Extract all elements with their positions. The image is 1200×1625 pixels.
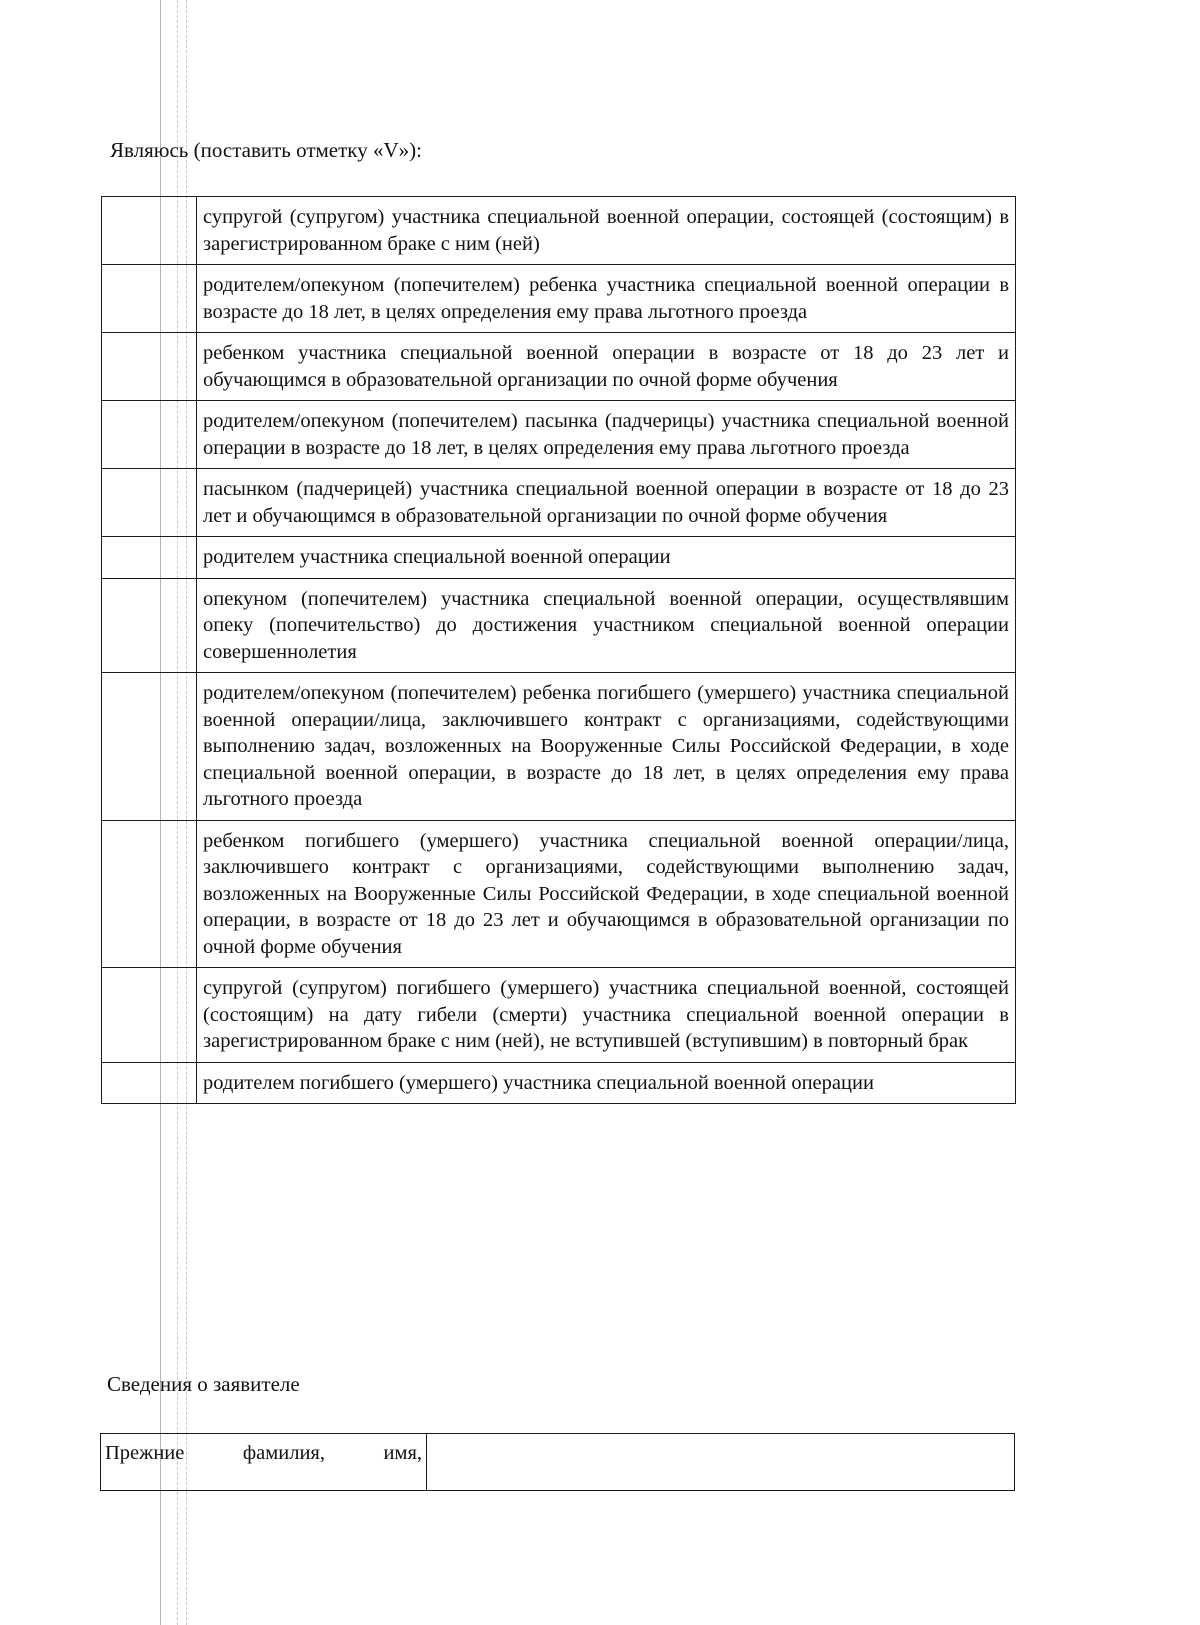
previous-name-row: [101, 1434, 1015, 1491]
status-text: супругой (супругом) участника специальной военной операции, состоящей (состоящим) в зарегистрированном браке с ним (ней): [197, 197, 1016, 265]
status-row: [102, 1062, 1016, 1104]
status-checkbox[interactable]: [102, 1062, 197, 1104]
status-row: [102, 469, 1016, 537]
status-text: родителем/опекуном (попечителем) ребенка участника специальной военной операции в возрасте до 18 лет, в целях определения ему права льготного проезда: [197, 265, 1016, 333]
status-row: [102, 333, 1016, 401]
status-row: [102, 197, 1016, 265]
status-text: родителем/опекуном (попечителем) пасынка (падчерицы) участника специальной военной операции в возрасте до 18 лет, в целях определения ему права льготного проезда: [197, 401, 1016, 469]
status-row: [102, 673, 1016, 821]
status-checkbox[interactable]: [102, 197, 197, 265]
status-checkbox[interactable]: [102, 401, 197, 469]
status-heading: Являюсь (поставить отметку «V»):: [110, 138, 422, 162]
status-checkbox[interactable]: [102, 333, 197, 401]
status-text: родителем погибшего (умершего) участника специальной военной операции: [197, 1062, 1016, 1104]
status-checkbox[interactable]: [102, 820, 197, 968]
status-text: ребенком погибшего (умершего) участника специальной военной операции/лица, заключившего контракт с организациями, содействующими выполнению задач, возложенных на Вооруженные Силы Российской Федерации, в ходе специальной военной операции, в возрасте от 18 до 23 лет и обучающимся в образовательной организации по очной форме обучения: [197, 820, 1016, 968]
status-text: опекуном (попечителем) участника специальной военной операции, осуществлявшим опеку (попечительство) до достижения участником специальной военной операции совершеннолетия: [197, 578, 1016, 673]
status-row: [102, 820, 1016, 968]
status-text: пасынком (падчерицей) участника специальной военной операции в возрасте от 18 до 23 лет и обучающимся в образовательной организации по очной форме обучения: [197, 469, 1016, 537]
status-row: [102, 265, 1016, 333]
status-table: [101, 196, 1016, 1104]
status-checkbox[interactable]: [102, 537, 197, 579]
previous-name-label: Прежние фамилия, имя,: [101, 1434, 427, 1491]
status-row: [102, 401, 1016, 469]
status-text: супругой (супругом) погибшего (умершего) участника специальной военной, состоящей (состоящим) на дату гибели (смерти) участника специальной военной операции в зарегистрированном браке с ним (ней), не вступившей (вступившим) в повторный брак: [197, 968, 1016, 1063]
status-text: родителем/опекуном (попечителем) ребенка погибшего (умершего) участника специальной военной операции/лица, заключившего контракт с организациями, содействующими выполнению задач, возложенных на Вооруженные Силы Российской Федерации, в ходе специальной военной операции, в возрасте до 18 лет, в целях определения ему права льготного проезда: [197, 673, 1016, 821]
status-row: [102, 537, 1016, 579]
status-checkbox[interactable]: [102, 578, 197, 673]
status-checkbox[interactable]: [102, 673, 197, 821]
status-text: родителем участника специальной военной операции: [197, 537, 1016, 579]
status-row: [102, 968, 1016, 1063]
applicant-info-table: [100, 1433, 1015, 1491]
status-checkbox[interactable]: [102, 968, 197, 1063]
status-checkbox[interactable]: [102, 469, 197, 537]
status-row: [102, 578, 1016, 673]
applicant-section-heading: Сведения о заявителе: [107, 1372, 300, 1396]
status-text: ребенком участника специальной военной операции в возрасте от 18 до 23 лет и обучающимся в образовательной организации по очной форме обучения: [197, 333, 1016, 401]
previous-name-field[interactable]: [427, 1434, 1015, 1491]
status-checkbox[interactable]: [102, 265, 197, 333]
